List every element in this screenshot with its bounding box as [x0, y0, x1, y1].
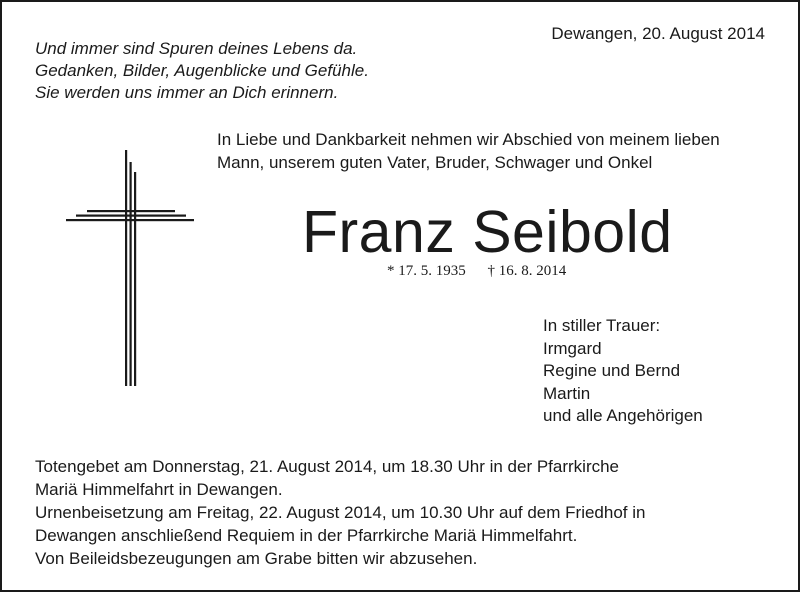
intro-line: In Liebe und Dankbarkeit nehmen wir Abschied von meinem lieben [217, 130, 720, 149]
poem-line: Gedanken, Bilder, Augenblicke und Gefühle. [35, 61, 369, 80]
service-line: Von Beileidsbezeugungen am Grabe bitten wir abzusehen. [35, 549, 478, 568]
mourner: Martin [543, 383, 591, 403]
poem-line: Und immer sind Spuren deines Lebens da. [35, 39, 358, 58]
death-date: † 16. 8. 2014 [487, 263, 567, 279]
place-date: Dewangen, 20. August 2014 [551, 24, 765, 43]
mourner: und alle Angehörigen [543, 406, 703, 425]
cross-icon [66, 150, 196, 390]
life-dates [387, 263, 566, 280]
service-details [35, 455, 645, 570]
service-line: Dewangen anschließend Requiem in der Pfarrkirche Mariä Himmelfahrt. [35, 526, 578, 545]
poem [35, 38, 369, 104]
service-line: Mariä Himmelfahrt in Dewangen. [35, 480, 283, 499]
poem-line: Sie werden uns immer an Dich erinnern. [35, 83, 339, 102]
mourner: Irmgard [543, 338, 602, 358]
intro-line: Mann, unserem guten Vater, Bruder, Schwager und Onkel [217, 153, 653, 172]
birth-date: * 17. 5. 1935 [387, 263, 466, 279]
intro-text [217, 128, 720, 174]
deceased-name: Franz Seibold [302, 199, 673, 265]
mourner: Regine und Bernd [543, 361, 681, 380]
service-line: Urnenbeisetzung am Freitag, 22. August 2014, um 10.30 Uhr auf dem Friedhof in [35, 503, 646, 522]
service-line: Totengebet am Donnerstag, 21. August 2014, um 18.30 Uhr in der Pfarrkirche [35, 457, 620, 476]
mourners-heading: In stiller Trauer: [543, 316, 661, 335]
mourners-list [543, 315, 703, 428]
